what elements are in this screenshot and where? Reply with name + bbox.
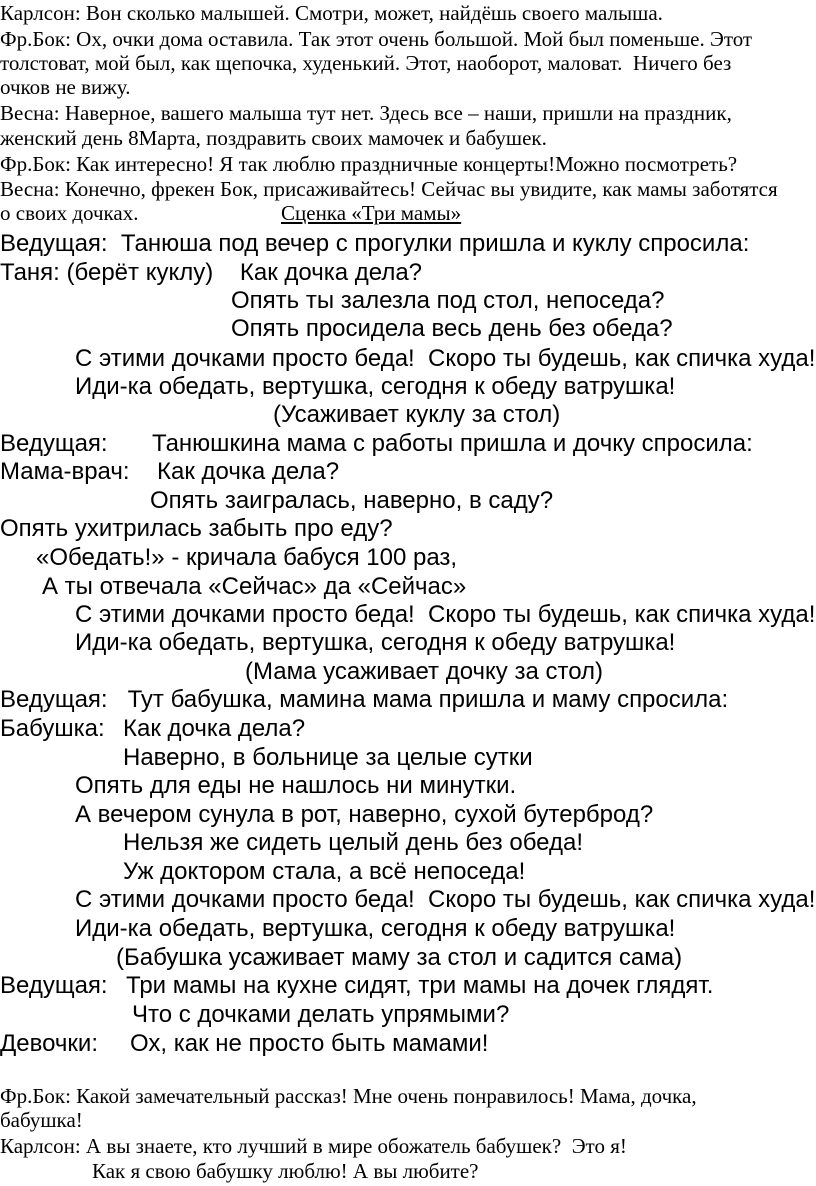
intro-line: Весна: Конечно, фрекен Бок, присаживайтесь! Сейчас вы увидите, как мамы заботятся	[0, 177, 778, 201]
stage-direction: (Мама усаживает дочку за стол)	[245, 658, 604, 685]
outro-line: Как я свою бабушку люблю! А вы любите?	[92, 1159, 479, 1183]
scene-line: Опять заигралась, наверно, в саду?	[150, 487, 554, 514]
intro-line: толстоват, мой был, как щепочка, худенький. Этот, наоборот, маловат. Ничего без	[0, 51, 732, 75]
intro-line: Фр.Бок: Как интересно! Я так люблю праздничные концерты!Можно посмотреть?	[0, 152, 738, 176]
stage-direction: (Усаживает куклу за стол)	[273, 401, 561, 428]
scene-line: Опять для еды не нашлось ни минутки.	[75, 772, 517, 799]
scene-line: Иди-ка обедать, вертушка, сегодня к обеду ватрушка!	[75, 629, 676, 656]
outro-line: Фр.Бок: Какой замечательный рассказ! Мне очень понравилось! Мама, дочка,	[0, 1084, 697, 1108]
intro-line: Карлсон: Вон сколько малышей. Смотри, может, найдёшь своего малыша.	[0, 1, 663, 25]
scene-line: Опять ухитрилась забыть про еду?	[0, 515, 393, 542]
scene-line: Ох, как не просто быть мамами!	[130, 1030, 489, 1057]
speaker-label: Мама-врач:	[0, 458, 130, 485]
speaker-label: Ведущая:	[0, 430, 108, 457]
scene-line: Опять просидела весь день без обеда?	[231, 315, 673, 342]
scene-line: Таня: (берёт куклу) Как дочка дела?	[0, 259, 423, 286]
scene-line: Уж доктором стала, а всё непоседа!	[123, 858, 526, 885]
intro-line: Фр.Бок: Ох, очки дома оставила. Так этот очень большой. Мой был поменьше. Этот	[0, 27, 753, 51]
scene-line: С этими дочками просто беда! Скоро ты будешь, как спичка худа!	[75, 886, 816, 913]
scene-title: Сценка «Три мамы»	[281, 201, 462, 225]
speaker-label: Девочки:	[0, 1030, 98, 1057]
intro-line: о своих дочках.	[0, 201, 139, 225]
scene-line: С этими дочками просто беда! Скоро ты будешь, как спичка худа!	[75, 601, 816, 628]
scene-line: Как дочка дела?	[123, 715, 306, 742]
speaker-label: Ведущая:	[0, 972, 108, 999]
stage-direction: (Бабушка усаживает маму за стол и садится сама)	[116, 944, 683, 971]
scene-line: Наверно, в больнице за целые сутки	[123, 744, 533, 771]
scene-line: Опять ты залезла под стол, непоседа?	[231, 287, 665, 314]
scene-line: А вечером сунула в рот, наверно, сухой бутерброд?	[75, 801, 654, 828]
scene-line: Три мамы на кухне сидят, три мамы на дочек глядят.	[126, 972, 714, 999]
scene-line: Ведущая: Танюша под вечер с прогулки пришла и куклу спросила:	[0, 230, 750, 257]
scene-line: Ведущая: Тут бабушка, мамина мама пришла и маму спросила:	[0, 686, 729, 713]
scene-line: Нельзя же сидеть целый день без обеда!	[123, 829, 584, 856]
outro-line: Карлсон: А вы знаете, кто лучший в мире обожатель бабушек? Это я!	[0, 1134, 627, 1158]
scene-line: «Обедать!» - кричала бабуся 100 раз,	[36, 544, 458, 571]
scene-line: Как дочка дела?	[157, 458, 340, 485]
scene-line: Что с дочками делать упрямыми?	[132, 1001, 510, 1028]
intro-line: Весна: Наверное, вашего малыша тут нет. Здесь все – наши, пришли на праздник,	[0, 101, 732, 125]
scene-line: А ты отвечала «Сейчас» да «Сейчас»	[42, 573, 467, 600]
scene-line: Танюшкина мама с работы пришла и дочку спросила:	[152, 430, 753, 457]
outro-line: бабушка!	[0, 1108, 83, 1132]
scene-line: Иди-ка обедать, вертушка, сегодня к обеду ватрушка!	[75, 373, 676, 400]
intro-line: очков не вижу.	[0, 75, 131, 99]
intro-line: женский день 8Марта, поздравить своих мамочек и бабушек.	[0, 126, 547, 150]
speaker-label: Бабушка:	[0, 715, 105, 742]
scene-line: Иди-ка обедать, вертушка, сегодня к обеду ватрушка!	[75, 915, 676, 942]
scene-line: С этими дочками просто беда! Скоро ты будешь, как спичка худа!	[75, 345, 816, 372]
